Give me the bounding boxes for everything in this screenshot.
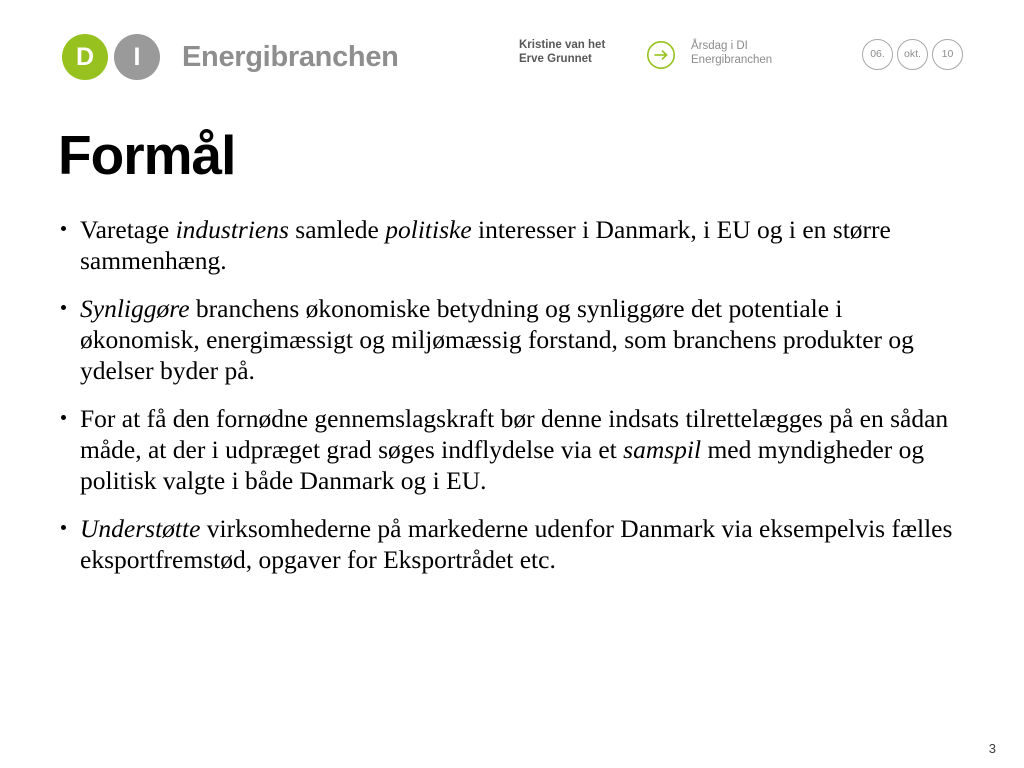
date-badge-month: okt. [897,39,928,70]
list-item-text: For at få den fornødne gennemslagskraft bør denne indsats tilrettelægges på en sådan måde, at der i udpræget grad søges indflydelse via et samspil med myndigheder og politisk valgte i både Danmark og i EU. [80,404,949,495]
event-name-line-2: Energibranchen [691,54,773,66]
list-item [58,214,966,276]
logo-wordmark: Energibranchen [182,40,399,73]
slide-header [0,0,1024,100]
speaker-name [519,38,605,66]
bullet-dot-icon [61,305,66,310]
list-item [58,513,966,575]
event-name-line-1: Årsdag i DI [691,40,748,52]
list-item [58,293,966,386]
event-name [691,39,772,67]
bullet-list [58,214,966,575]
di-logo [62,34,399,80]
page-number: 3 [988,741,996,756]
bullet-dot-icon [61,415,66,420]
logo-letter-d: D [75,42,95,71]
page-title: Formål [58,124,236,186]
list-item-text: Understøtte virksomhederne på markederne udenfor Danmark via eksempelvis fælles eksportfremstød, opgaver for Eksportrådet etc. [80,514,953,574]
date-badge-day: 06. [862,39,893,70]
speaker-name-line-1: Kristine van het [519,39,606,51]
arrow-right-circle-icon [646,40,676,70]
bullet-dot-icon [61,226,66,231]
list-item [58,403,966,496]
logo-circle-i [114,34,160,80]
date-badges [862,39,963,70]
list-item-text: Synliggøre branchens økonomiske betydning og synliggøre det potentiale i økonomisk, energimæssigt og miljømæssig forstand, som branchens produkter og ydelser byder på. [80,294,914,385]
logo-circle-d [62,34,108,80]
list-item-text: Varetage industriens samlede politiske interesser i Danmark, i EU og i en større sammenhæng. [80,215,891,275]
date-badge-year: 10 [932,39,963,70]
speaker-name-line-2: Erve Grunnet [519,53,592,65]
logo-letter-i: I [133,42,141,71]
bullet-dot-icon [61,525,66,530]
